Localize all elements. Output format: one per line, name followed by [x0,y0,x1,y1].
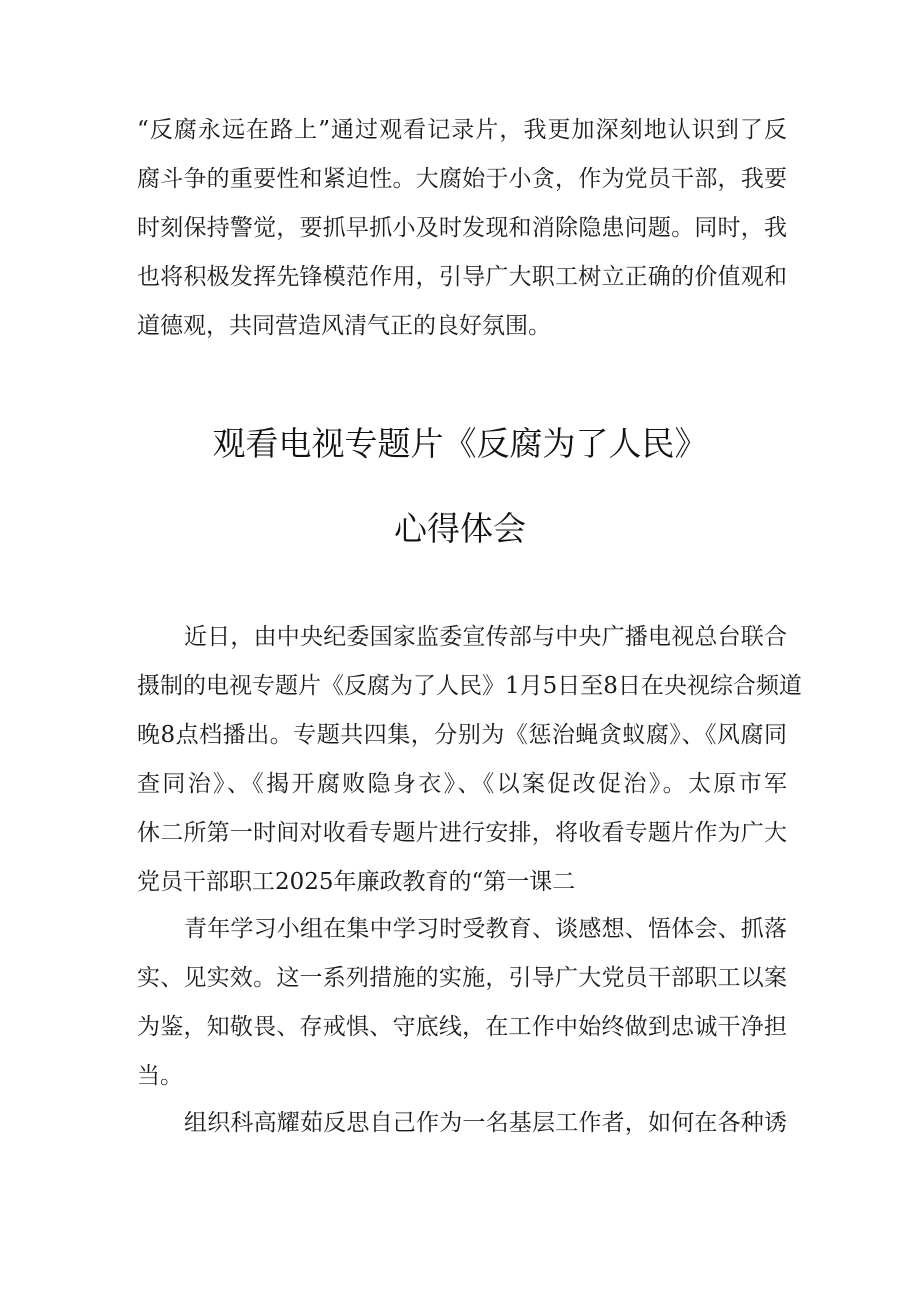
text-line: “反腐永远在路上”通过观看记录片，我更加深刻地认识到了反 [137,117,787,143]
text-line: 党员干部职工2025年廉政教育的“第一课二 [137,869,576,895]
article-title-line-1: 观看电视专题片《反腐为了人民》 [212,424,708,463]
text-line: 摄制的电视专题片《反腐为了人民》1月5日至8日在央视综合频道 [137,673,802,699]
text-line: 近日，由中央纪委国家监委宣传部与中央广播电视总台联合 [184,624,787,650]
text-line: 组织科高耀茹反思自己作为一名基层工作者，如何在各种诱 [184,1110,787,1136]
text-line: 晚8点档播出。专题共四集，分别为《惩治蝇贪蚁腐》、《风腐同 [137,722,787,748]
text-line: 实、见实效。这一系列措施的实施，引导广大党员干部职工以案 [137,965,787,991]
text-line: 也将积极发挥先锋模范作用，引导广大职工树立正确的价值观和 [137,264,787,290]
text-line: 青年学习小组在集中学习时受教育、谈感想、悟体会、抓落 [184,916,787,942]
text-line: 查同治》、《揭开腐败隐身衣》、《以案促改促治》。太原市军 [137,771,787,797]
text-line: 时刻保持警觉，要抓早抓小及时发现和消除隐患问题。同时，我 [137,215,787,241]
text-line: 当。 [137,1063,183,1089]
article-title-line-2: 心得体会 [394,509,526,548]
text-line: 腐斗争的重要性和紧迫性。大腐始于小贪，作为党员干部，我要 [137,166,787,192]
text-line: 为鉴，知敬畏、存戒惧、守底线，在工作中始终做到忠诚干净担 [137,1014,787,1040]
text-line: 休二所第一时间对收看专题片进行安排，将收看专题片作为广大 [137,820,787,846]
text-line: 道德观，共同营造风清气正的良好氛围。 [137,313,551,339]
